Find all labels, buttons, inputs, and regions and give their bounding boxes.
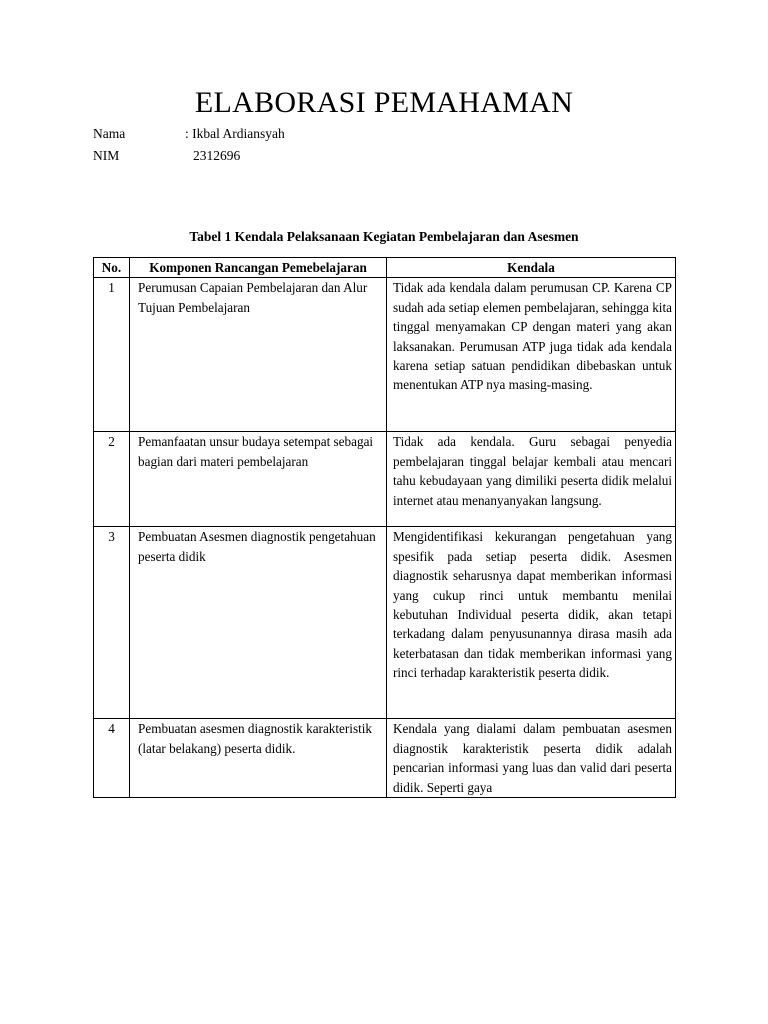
name-row: [93, 125, 285, 143]
komponen-cell: Perumusan Capaian Pembelajaran dan Alur Tujuan Pembelajaran: [130, 278, 387, 432]
table-row: [94, 432, 676, 527]
row-number: 3: [94, 527, 130, 719]
kendala-cell: Mengidentifikasi kekurangan pengetahuan yang spesifik pada setiap peserta didik. Asesmen diagnostik seharusnya dapat memberikan informasi yang cukup rinci untuk membantu menilai kebutuhan Individual peserta didik, akan tetapi terkadang dalam penyusunannya dirasa masih ada keterbatasan dan tidak memberikan informasi yang rinci terhadap karakteristik peserta didik.: [387, 527, 676, 719]
table-header-row: [94, 258, 676, 278]
komponen-cell: Pemanfaatan unsur budaya setempat sebagai bagian dari materi pembelajaran: [130, 432, 387, 527]
table-row: [94, 278, 676, 432]
page-title: ELABORASI PEMAHAMAN: [194, 86, 574, 119]
name-value: : Ikbal Ardiansyah: [185, 126, 285, 141]
table-row: [94, 719, 676, 798]
header-kendala: Kendala: [387, 258, 676, 278]
header-no: No.: [94, 258, 130, 278]
kendala-cell: Tidak ada kendala dalam perumusan CP. Karena CP sudah ada setiap elemen pembelajaran, sehingga kita tinggal menyamakan CP dengan materi yang akan laksanakan. Perumusan ATP juga tidak ada kendala karena setiap satuan pendidikan dibebaskan untuk menentukan ATP nya masing-masing.: [387, 278, 676, 432]
nim-label: NIM: [93, 148, 120, 163]
kendala-table: [93, 257, 676, 798]
nim-value: 2312696: [193, 148, 241, 163]
kendala-cell: Kendala yang dialami dalam pembuatan asesmen diagnostik karakteristik peserta didik adalah pencarian informasi yang luas dan valid dari peserta didik. Seperti gaya: [387, 719, 676, 798]
name-label: Nama: [93, 126, 126, 141]
kendala-cell: Tidak ada kendala. Guru sebagai penyedia pembelajaran tinggal belajar kembali atau mencari tahu kebudayaan yang dimiliki peserta didik melalui internet atau menanyanyakan langsung.: [387, 432, 676, 527]
table-caption: Tabel 1 Kendala Pelaksanaan Kegiatan Pembelajaran dan Asesmen: [189, 229, 579, 244]
table-row: [94, 527, 676, 719]
row-number: 4: [94, 719, 130, 798]
row-number: 2: [94, 432, 130, 527]
komponen-cell: Pembuatan asesmen diagnostik karakteristik (latar belakang) peserta didik.: [130, 719, 387, 798]
nim-row: [93, 147, 240, 165]
komponen-cell: Pembuatan Asesmen diagnostik pengetahuan peserta didik: [130, 527, 387, 719]
row-number: 1: [94, 278, 130, 432]
header-komponen: Komponen Rancangan Pemebelajaran: [130, 258, 387, 278]
